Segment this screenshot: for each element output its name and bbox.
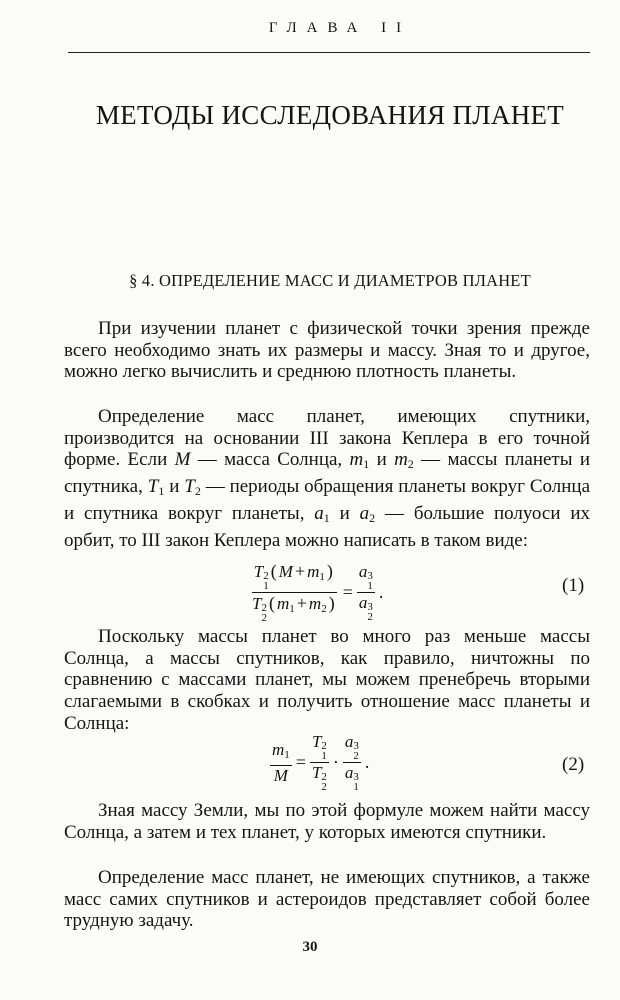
paragraph-5: Определение масс планет, не имеющих спутников, а также масс самих спутников и астероидов представляет собой более трудную задачу. [64, 867, 590, 932]
paragraph-2: Определение масс планет, имеющих спутники, производится на основании III закона Кеплера в его точной форме. Если M — масса Солнца, $m_1$ и $m_2$ — массы планеты и спутника, $T_1$ и $T_2$ — периоды обращения планеты вокруг Солнца и спутника вокруг планеты, $a_1$ и $a_2$ — большие полуоси их орбит, то III закон Кеплера можно написать в таком виде: [64, 406, 591, 551]
paragraph-4: Зная массу Земли, мы по этой формуле можем найти массу Солнца, а затем и тех планет, у которых имеются спутники. [64, 800, 590, 843]
equation-number-1: (1) [562, 575, 585, 596]
header-rule [68, 52, 590, 53]
section-title: § 4. ОПРЕДЕЛЕНИЕ МАСС И ДИАМЕТРОВ ПЛАНЕТ [129, 271, 531, 290]
formula-1-right-fraction: a 3 1 a 3 2 [358, 562, 373, 623]
paragraph-3: Поскольку массы планет во много раз меньше массы Солнца, а массы спутников, как правило, ничтожны по сравнению с массами планет, мы можем пренебречь вторыми слагаемыми в скобках и получить отношение масс планеты и Солнца: [64, 626, 590, 734]
equation-number-2: (2) [562, 754, 585, 775]
formula-2-period-ratio: T 2 1 T 2 2 [311, 732, 327, 793]
running-head: ГЛАВА II [268, 20, 412, 36]
formula-2-mass-ratio: $\frac{m1}{M}$ [272, 739, 290, 785]
chapter-title: МЕТОДЫ ИССЛЕДОВАНИЯ ПЛАНЕТ [95, 100, 565, 130]
formula-2-axis-ratio: a 3 2 a 3 1 [344, 732, 359, 793]
formula-1: T 2 1 ( M + m1 ) T 2 2 ( m1 + m2 ) = a 3 1 a 3 2 . [252, 561, 384, 624]
paragraph-1: При изучении планет с физической точки зрения прежде всего необходимо знать их размеры и массу. Зная то и другое, можно легко вычислить и среднюю плотность планеты. [64, 318, 590, 383]
page-number: 30 [302, 939, 318, 955]
formula-1-left-fraction: T 2 1 ( M + m1 ) T 2 2 ( m1 + m2 ) [250, 562, 339, 623]
formula-2: $\frac{m1}{M}$ = T 2 1 T 2 2 · a 3 2 a 3 1 . [272, 732, 370, 793]
